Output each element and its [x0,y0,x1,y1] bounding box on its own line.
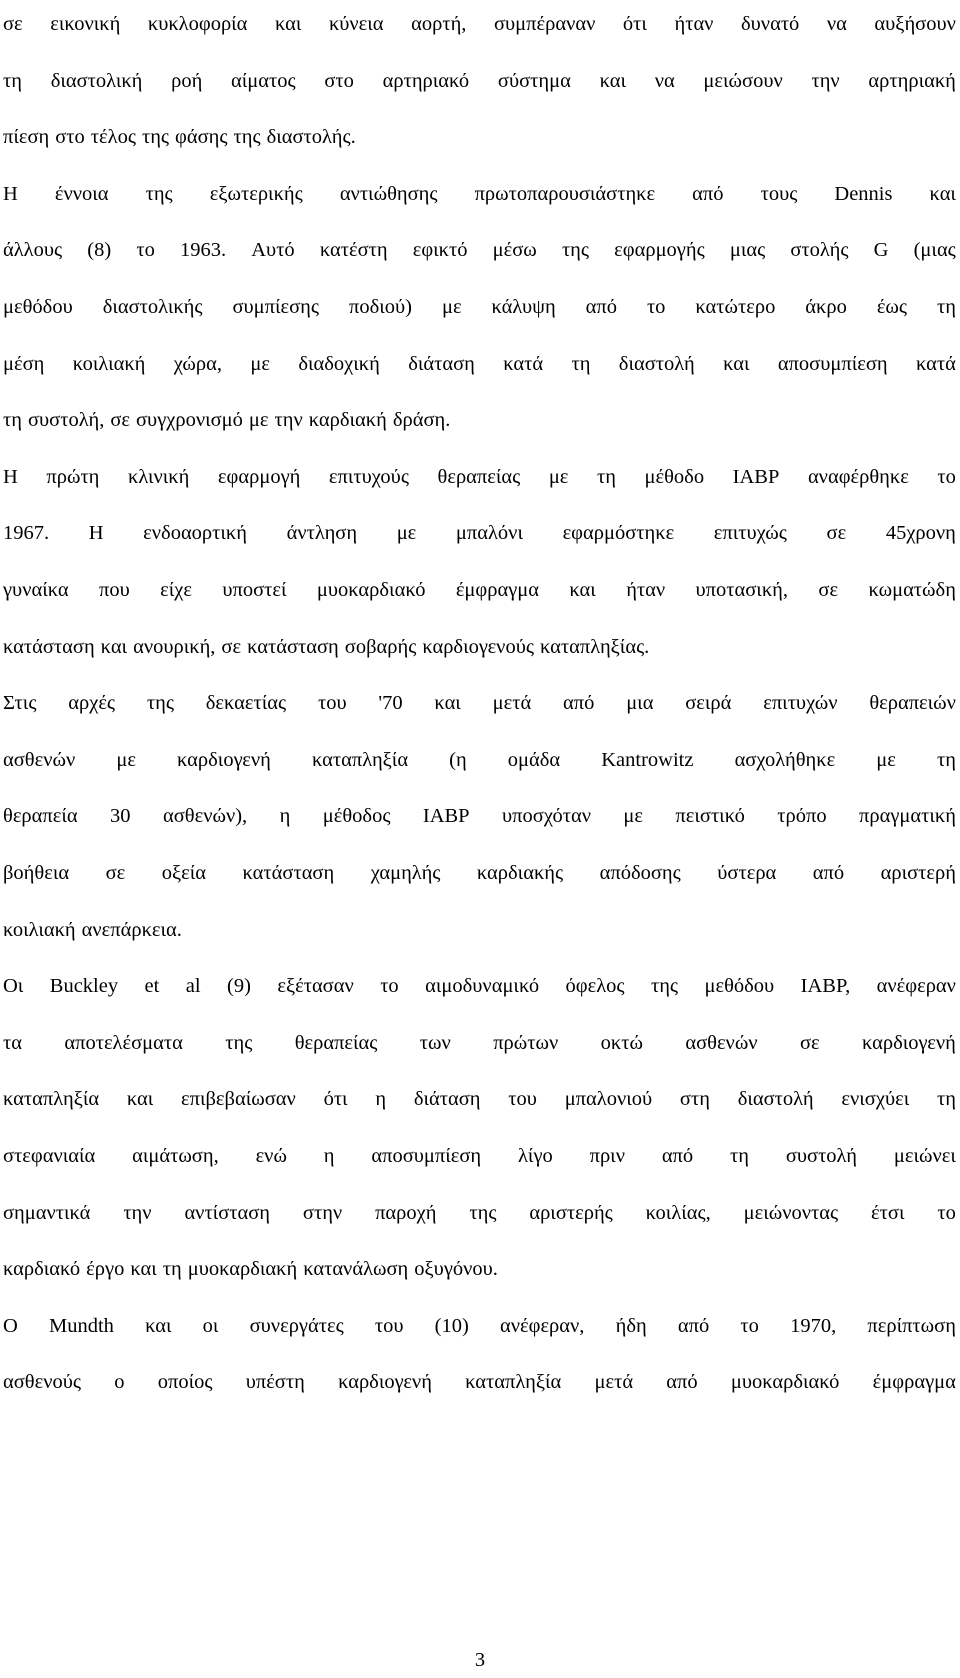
text-line: άλλους (8) το 1963. Αυτό κατέστη εφικτό μέσω της εφαρμογής μιας στολής G (μιας [3,239,956,262]
text-line: Ο Mundth και οι συνεργάτες του (10) ανέφεραν, ήδη από το 1970, περίπτωση [3,1314,956,1337]
page-number: 3 [474,1649,486,1671]
text-line: σε εικονική κυκλοφορία και κύνεια αορτή, συμπέραναν ότι ήταν δυνατό να αυξήσουν [3,13,956,35]
text-line: μεθόδου διαστολικής συμπίεσης ποδιού) με κάλυψη από το κατώτερο άκρο έως τη [3,296,956,318]
text-line: στεφανιαία αιμάτωση, ενώ η αποσυμπίεση λίγο πριν από τη συστολή μειώνει [3,1145,956,1167]
text-line: γυναίκα που είχε υποστεί μυοκαρδιακό έμφραγμα και ήταν υποτασική, σε κωματώδη [3,579,956,601]
text-line: κοιλιακή ανεπάρκεια. [3,918,182,941]
text-line: Οι Buckley et al (9) εξέτασαν το αιμοδυναμικό όφελος της μεθόδου IABP, ανέφεραν [3,975,956,998]
text-line: τη διαστολική ροή αίματος στο αρτηριακό σύστημα και να μειώσουν την αρτηριακή [3,69,956,92]
text-line: τη συστολή, σε συγχρονισμό με την καρδιακή δράση. [3,409,451,432]
text-line: Η πρώτη κλινική εφαρμογή επιτυχούς θεραπείας με τη μέθοδο IABP αναφέρθηκε το [3,465,956,488]
text-line: Στις αρχές της δεκαετίας του '70 και μετά από μια σειρά επιτυχών θεραπειών [3,692,956,715]
text-line: σημαντικά την αντίσταση στην παροχή της αριστερής κοιλίας, μειώνοντας έτσι το [3,1201,956,1224]
text-line: μέση κοιλιακή χώρα, με διαδοχική διάταση κατά τη διαστολή και αποσυμπίεση κατά [3,352,956,375]
text-line: πίεση στο τέλος της φάσης της διαστολής. [3,126,356,149]
text-line: ασθενούς ο οποίος υπέστη καρδιογενή καταπληξία μετά από μυοκαρδιακό έμφραγμα [3,1371,956,1394]
text-line: καρδιακό έργο και τη μυοκαρδιακή κατανάλωση οξυγόνου. [3,1258,498,1281]
text-line: 1967. Η ενδοαορτική άντληση με μπαλόνι εφαρμόστηκε επιτυχώς σε 45χρονη [3,522,956,545]
text-line: Η έννοια της εξωτερικής αντιώθησης πρωτοπαρουσιάστηκε από τους Dennis και [3,182,956,205]
text-line: ασθενών με καρδιογενή καταπληξία (η ομάδα Kantrowitz ασχολήθηκε με τη [3,748,956,771]
text-line: τα αποτελέσματα της θεραπείας των πρώτων οκτώ ασθενών σε καρδιογενή [3,1031,956,1054]
text-line: κατάσταση και ανουρική, σε κατάσταση σοβαρής καρδιογενούς καταπληξίας. [3,635,650,658]
text-line: καταπληξία και επιβεβαίωσαν ότι η διάταση του μπαλονιού στη διαστολή ενισχύει τη [3,1088,956,1111]
text-line: θεραπεία 30 ασθενών), η μέθοδος IABP υποσχόταν με πειστικό τρόπο πραγματική [3,805,956,828]
text-line: βοήθεια σε οξεία κατάσταση χαμηλής καρδιακής απόδοσης ύστερα από αριστερή [3,862,956,884]
